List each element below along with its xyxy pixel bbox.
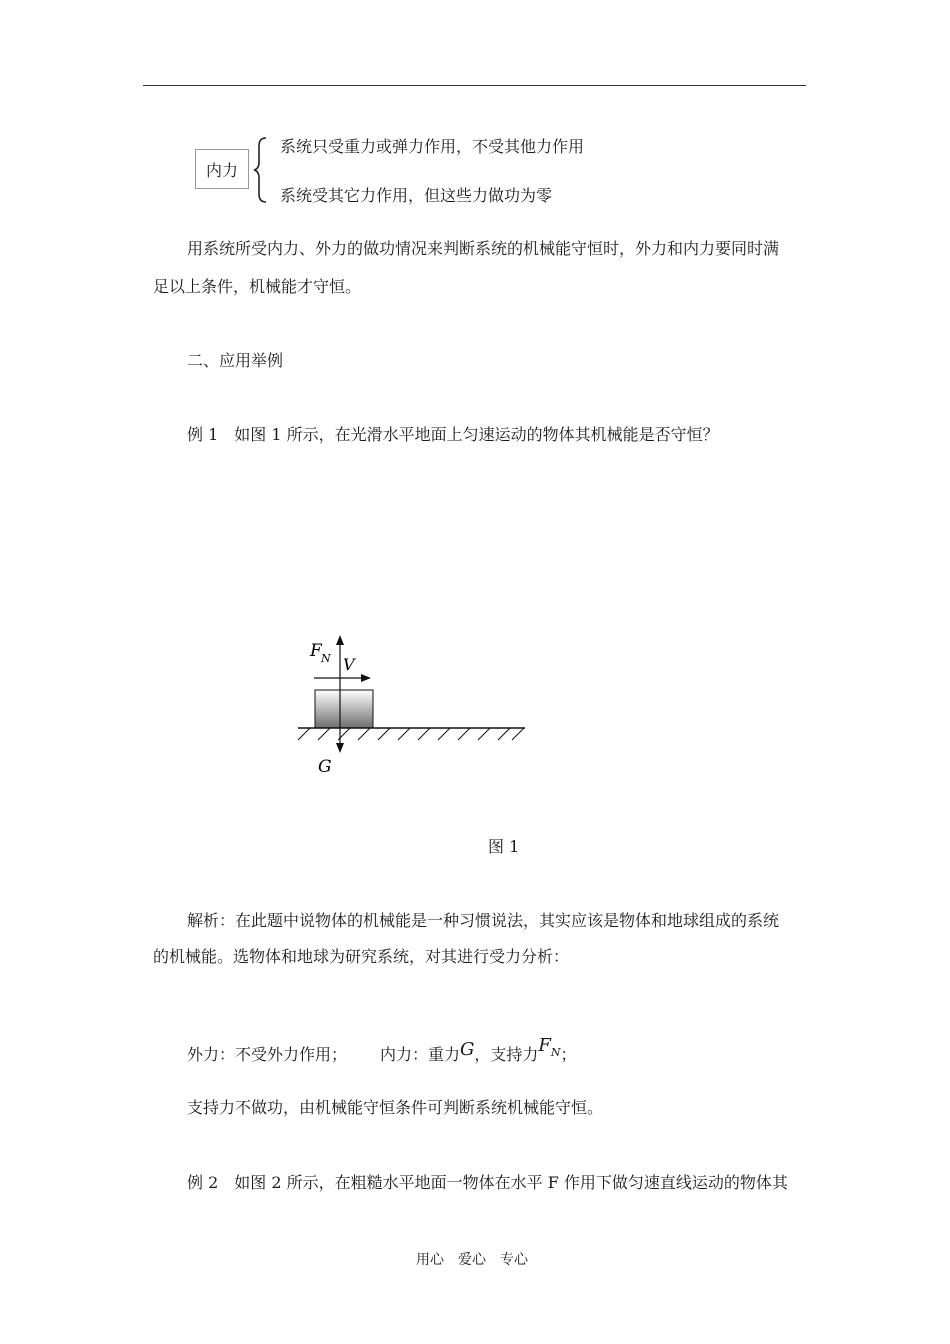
velocity-arrowhead: [361, 674, 371, 682]
conclusion-text: 支持力不做功，由机械能守恒条件可判断系统机械能守恒。: [187, 1098, 604, 1117]
analysis-line-1: 解析：在此题中说物体的机械能是一种习惯说法，其实应该是物体和地球组成的系统: [187, 911, 780, 930]
inner-force-label: 内力: [205, 160, 238, 180]
figure-1-diagram: [290, 630, 535, 780]
g-label: G: [318, 757, 332, 777]
example-2-text: 例 2 如图 2 所示，在粗糙水平地面一物体在水平 F 作用下做匀速直线运动的物体其: [187, 1173, 788, 1192]
inner-force-label-box: [195, 149, 249, 189]
paragraph-1-line-2: 足以上条件，机械能才守恒。: [153, 277, 362, 296]
fn-label: F: [310, 641, 322, 661]
block-shape: [315, 690, 373, 728]
fn-symbol: F: [538, 1035, 551, 1056]
header-rule: [143, 85, 806, 86]
normal-force-arrowhead: [336, 635, 344, 645]
fn-symbol-sub: N: [550, 1046, 561, 1059]
internal-force-line: [380, 1035, 577, 1068]
figure-1-caption: 图 1: [488, 837, 520, 856]
external-force-text: 外力：不受外力作用；: [187, 1045, 348, 1064]
curly-brace: [252, 136, 270, 204]
v-label: V: [343, 655, 355, 674]
g-symbol: G: [460, 1039, 475, 1060]
example-1-text: 例 1 如图 1 所示，在光滑水平地面上匀速运动的物体其机械能是否守恒？: [187, 425, 719, 444]
paragraph-1-line-1: 用系统所受内力、外力的做功情况来判断系统的机械能守恒时，外力和内力要同时满: [187, 239, 780, 258]
analysis-line-2: 的机械能。选物体和地球为研究系统，对其进行受力分析：: [153, 947, 570, 966]
ground-hatch: [298, 728, 524, 740]
section-heading: 二、应用举例: [187, 351, 284, 370]
fn-label-sub: N: [321, 652, 331, 665]
condition-case-1: 系统只受重力或弹力作用，不受其他力作用: [280, 137, 585, 156]
support-force-text: ，支持力: [474, 1045, 539, 1064]
gravity-arrowhead: [336, 743, 344, 753]
internal-force-prefix: 内力：重力: [380, 1045, 461, 1064]
forces-end: ；: [560, 1045, 577, 1064]
condition-case-2: 系统受其它力作用，但这些力做功为零: [280, 186, 553, 205]
page-footer: 用心 爱心 专心: [416, 1252, 528, 1268]
